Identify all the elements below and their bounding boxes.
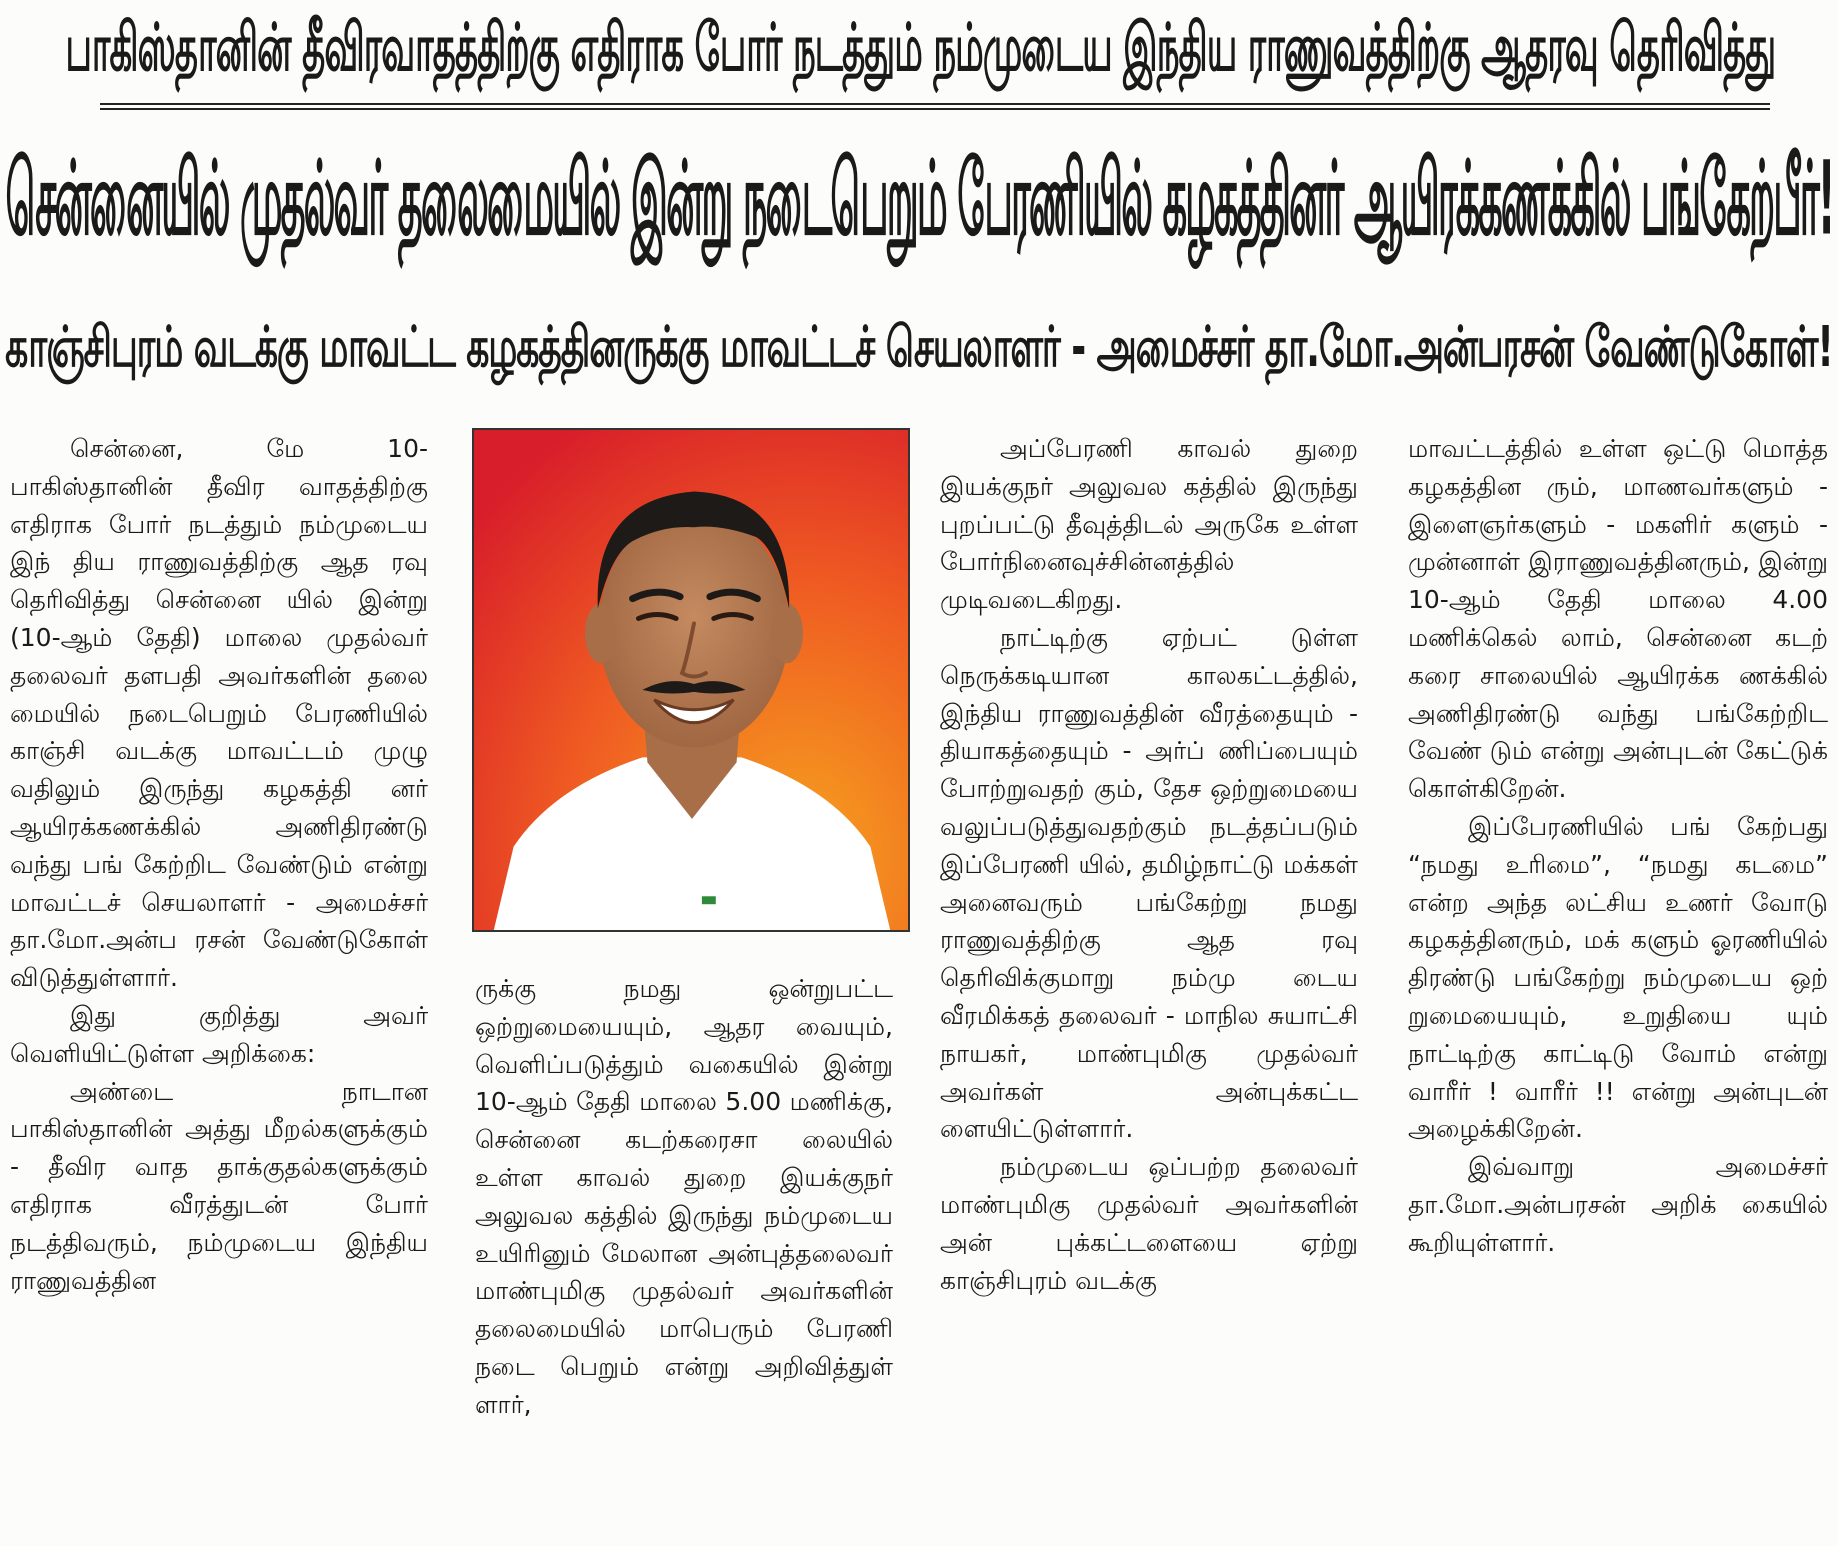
headline-rule-top	[100, 103, 1770, 105]
paragraph: இப்பேரணியில் பங் கேற்பது “நமது உரிமை”, “நமது கடமை” என்ற அந்த லட்சிய உணர் வோடு கழகத்தினரும், மக் களும் ஓரணியில் திரண்டு பங்கேற்று நம்முடைய ஒற் றுமையையும், உறுதியை யும் நாட்டிற்கு காட்டிடு வோம் என்று வாரீர் ! வாரீர் !! என்று அன்புடன் அழைக்கிறேன்.	[1408, 811, 1828, 1144]
sub-headline-text: காஞ்சிபுரம் வடக்கு மாவட்ட கழகத்தினருக்கு மாவட்டச் செயலாளர் - அமைச்சர் தா.மோ.அன்பரசன் வேண்டுகோள்!	[5, 316, 1833, 380]
paragraph: இது குறித்து அவர் வெளியிட்டுள்ள அறிக்கை:	[10, 1000, 428, 1068]
paragraph: நாட்டிற்கு ஏற்பட் டுள்ள நெருக்கடியான காலகட்டத்தில், இந்திய ராணுவத்தின் வீரத்தையும் - தியாகத்தையும் - அர்ப் ணிப்பையும் போற்றுவதற் கும், தேச ஒற்றுமையை வலுப்படுத்துவதற்கும் நடத்தப்படும் இப்பேரணி யில், தமிழ்நாட்டு மக்கள் அனைவரும் பங்கேற்று நமது ராணுவத்திற்கு ஆத ரவு தெரிவிக்குமாறு நம்மு டைய வீரமிக்கத் தலைவர் - மாநில சுயாட்சி நாயகர், மாண்புமிகு முதல்வர் அவர்கள் அன்புக்கட்ட ளையிட்டுள்ளார்.	[940, 622, 1358, 1144]
paragraph: ருக்கு நமது ஒன்றுபட்ட ஒற்றுமையையும், ஆதர வையும், வெளிப்படுத்தும் வகையில் இன்று 10-ஆம் தேதி மாலை 5.00 மணிக்கு, சென்னை கடற்கரைசா லையில் உள்ள காவல் துறை இயக்குநர் அலுவல கத்தில் இருந்து நம்முடைய உயிரினும் மேலான அன்புத்தலைவர் மாண்புமிகு முதல்வர் அவர்களின் தலைமையில் மாபெரும் பேரணி நடை பெறும் என்று அறிவித்துள் ளார்,	[475, 974, 893, 1419]
article-column-1	[10, 430, 428, 1540]
portrait-photo	[472, 428, 910, 932]
paragraph: மாவட்டத்தில் உள்ள ஒட்டு மொத்த கழகத்தின ரும், மாணவர்களும் - இளைஞர்களும் - மகளிர் களும் - முன்னாள் இராணுவத்தினரும், இன்று 10-ஆம் தேதி மாலை 4.00 மணிக்கெல் லாம், சென்னை கடற் கரை சாலையில் ஆயிரக்க ணக்கில் அணிதிரண்டு வந்து பங்கேற்றிட வேண் டும் என்று அன்புடன் கேட்டுக் கொள்கிறேன்.	[1408, 434, 1828, 804]
paragraph: அண்டை நாடான பாகிஸ்தானின் அத்து மீறல்களுக்கும் - தீவிர வாத தாக்குதல்களுக்கும் எதிராக வீரத்துடன் போர் நடத்திவரும், நம்முடைய இந்திய ராணுவத்தின	[10, 1076, 428, 1295]
main-headline	[0, 128, 1838, 284]
paragraph: நம்முடைய ஒப்பற்ற தலைவர் மாண்புமிகு முதல்வர் அவர்களின் அன் புக்கட்டளையை ஏற்று காஞ்சிபுரம் வடக்கு	[940, 1152, 1358, 1295]
article-column-3	[940, 430, 1358, 1540]
article-column-2	[475, 970, 893, 1540]
paragraph: இவ்வாறு அமைச்சர் தா.மோ.அன்பரசன் அறிக் கையில் கூறியுள்ளார்.	[1408, 1152, 1828, 1257]
main-headline-text: சென்னையில் முதல்வர் தலைமையில் இன்று நடைபெறும் பேரணியில் கழகத்தினர் ஆயிரக்கணக்கில் பங்கேற்பீர்!	[5, 140, 1833, 259]
headline-rule-bottom	[100, 108, 1770, 110]
kicker-headline	[60, 4, 1780, 100]
paragraph: சென்னை, மே 10- பாகிஸ்தானின் தீவிர வாதத்திற்கு எதிராக போர் நடத்தும் நம்முடைய இந் திய ராணுவத்திற்கு ஆத ரவு தெரிவித்து சென்னை யில் இன்று (10-ஆம் தேதி) மாலை முதல்வர் தலைவர் தளபதி அவர்களின் தலை மையில் நடைபெறும் பேரணியில் காஞ்சி வடக்கு மாவட்டம் முழு வதிலும் இருந்து கழகத்தி னர் ஆயிரக்கணக்கில் அணிதிரண்டு வந்து பங் கேற்றிட வேண்டும் என்று மாவட்டச் செயலாளர் - அமைச்சர் தா.மோ.அன்ப ரசன் வேண்டுகோள் விடுத்துள்ளார்.	[10, 434, 428, 993]
paragraph: அப்பேரணி காவல் துறை இயக்குநர் அலுவல கத்தில் இருந்து புறப்பட்டு தீவுத்திடல் அருகே உள்ள போர்நினைவுச்சின்னத்தில் முடிவடைகிறது.	[940, 434, 1358, 615]
article-column-4	[1408, 430, 1828, 1540]
portrait-illustration	[474, 430, 908, 930]
kicker-headline-text: பாகிஸ்தானின் தீவிரவாதத்திற்கு எதிராக போர் நடத்தும் நம்முடைய இந்திய ராணுவத்திற்கு ஆதரவு தெரிவித்து	[65, 9, 1775, 86]
sub-headline	[0, 302, 1838, 402]
